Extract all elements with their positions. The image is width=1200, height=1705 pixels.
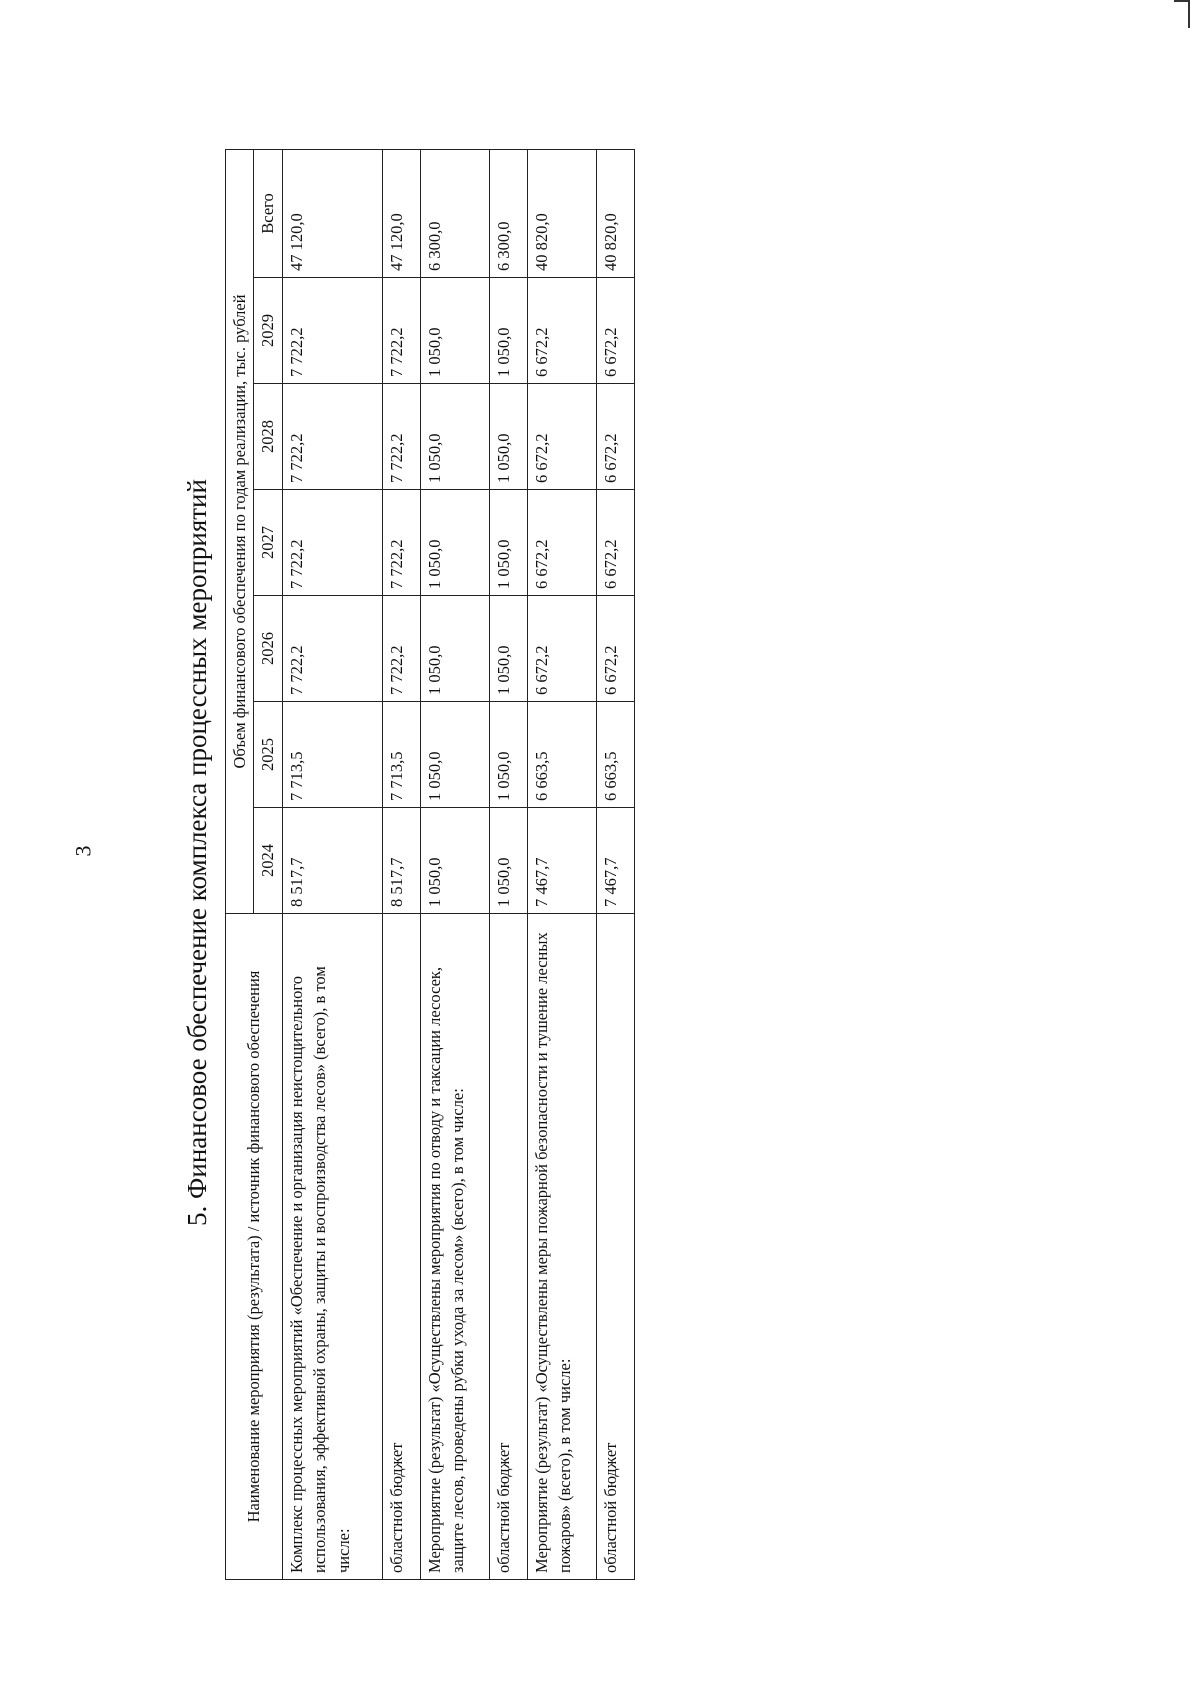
cell-value: 6 672,2 [597, 384, 635, 490]
column-header: 2024 [254, 808, 282, 914]
table-row [528, 149, 597, 1579]
column-header: 2029 [254, 278, 282, 384]
cell-value: 1 050,0 [421, 384, 490, 490]
financing-table [225, 149, 635, 1580]
section-title: 5. Финансовое обеспечение комплекса процессных мероприятий [181, 479, 212, 1226]
table-row [490, 149, 528, 1579]
table-row [282, 149, 382, 1579]
cell-value: 40 820,0 [597, 149, 635, 277]
cell-value: 6 300,0 [490, 149, 528, 277]
cell-value: 1 050,0 [490, 808, 528, 914]
cell-value: 1 050,0 [490, 490, 528, 596]
page-number: 3 [70, 845, 96, 857]
cell-value: 7 722,2 [282, 596, 382, 702]
cell-value: 1 050,0 [421, 596, 490, 702]
table-row [421, 149, 490, 1579]
row-name: Мероприятие (результат) «Осуществлены меры пожарной безопасности и тушение лесных пожаров» (всего), в том числе: [528, 914, 597, 1580]
cell-value: 1 050,0 [421, 808, 490, 914]
row-name: областной бюджет [383, 914, 421, 1580]
row-name: Комплекс процессных мероприятий «Обеспечение и организация неистощительного использования, эффективной охраны, защиты и воспроизводства лесов» (всего), в том числе: [282, 914, 382, 1580]
cell-value: 7 722,2 [383, 384, 421, 490]
column-header: 2026 [254, 596, 282, 702]
cell-value: 7 713,5 [282, 702, 382, 808]
row-name: областной бюджет [490, 914, 528, 1580]
cell-value: 7 722,2 [383, 490, 421, 596]
cell-value: 6 672,2 [597, 596, 635, 702]
cell-value: 6 672,2 [528, 384, 597, 490]
cell-value: 6 672,2 [597, 490, 635, 596]
header-volume: Объем финансового обеспечения по годам реализации, тыс. рублей [226, 149, 254, 913]
cell-value: 1 050,0 [490, 596, 528, 702]
section-title-wrap [170, 0, 224, 1705]
table-wrap [225, 150, 635, 1580]
cell-value: 6 663,5 [528, 702, 597, 808]
row-name: областной бюджет [597, 914, 635, 1580]
cell-value: 7 713,5 [383, 702, 421, 808]
column-header: 2028 [254, 384, 282, 490]
corner-mark [1174, 0, 1190, 28]
cell-value: 7 467,7 [597, 808, 635, 914]
cell-value: 47 120,0 [383, 149, 421, 277]
cell-value: 7 722,2 [383, 596, 421, 702]
column-header: Всего [254, 149, 282, 277]
cell-value: 1 050,0 [421, 278, 490, 384]
cell-value: 6 300,0 [421, 149, 490, 277]
cell-value: 1 050,0 [490, 278, 528, 384]
cell-value: 6 672,2 [528, 596, 597, 702]
cell-value: 1 050,0 [421, 702, 490, 808]
cell-value: 6 672,2 [528, 278, 597, 384]
table-row [597, 149, 635, 1579]
cell-value: 1 050,0 [421, 490, 490, 596]
column-header: 2025 [254, 702, 282, 808]
cell-value: 7 722,2 [282, 490, 382, 596]
cell-value: 47 120,0 [282, 149, 382, 277]
cell-value: 1 050,0 [490, 702, 528, 808]
cell-value: 40 820,0 [528, 149, 597, 277]
column-header: 2027 [254, 490, 282, 596]
header-name: Наименование мероприятия (результата) / источник финансового обеспечения [226, 914, 283, 1580]
cell-value: 7 467,7 [528, 808, 597, 914]
header-row-1 [226, 149, 254, 1579]
table-row [383, 149, 421, 1579]
cell-value: 6 672,2 [597, 278, 635, 384]
cell-value: 8 517,7 [282, 808, 382, 914]
row-name: Мероприятие (результат) «Осуществлены мероприятия по отводу и таксации лесосек, защите лесов, проведены рубки ухода за лесом» (всего), в том числе: [421, 914, 490, 1580]
cell-value: 7 722,2 [383, 278, 421, 384]
cell-value: 6 663,5 [597, 702, 635, 808]
cell-value: 8 517,7 [383, 808, 421, 914]
cell-value: 7 722,2 [282, 278, 382, 384]
cell-value: 6 672,2 [528, 490, 597, 596]
cell-value: 7 722,2 [282, 384, 382, 490]
cell-value: 1 050,0 [490, 384, 528, 490]
